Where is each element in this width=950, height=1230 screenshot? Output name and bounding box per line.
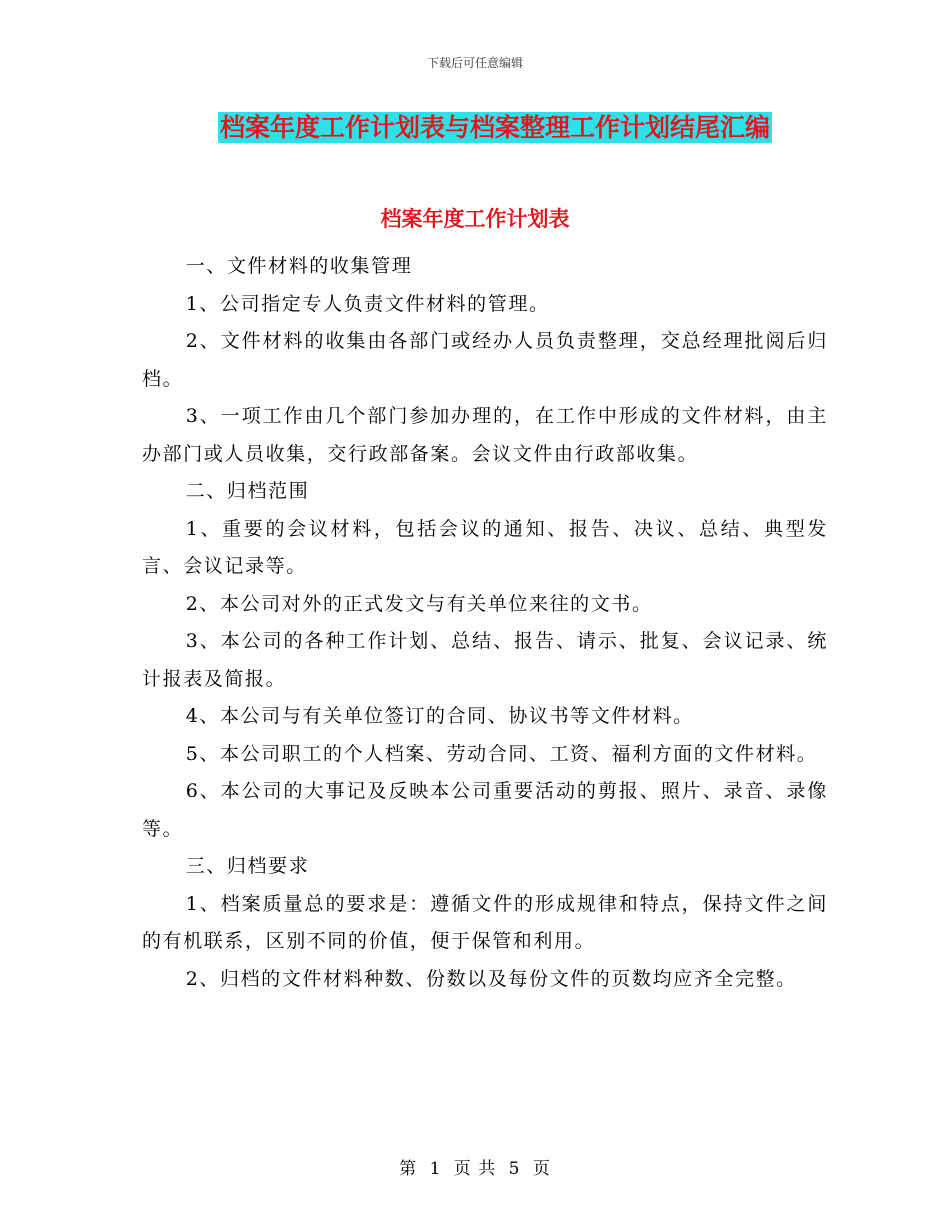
paragraph: 2、本公司对外的正式发文与有关单位来往的文书。 (185, 592, 653, 615)
footer-page-number: 1 (429, 1159, 442, 1179)
footer-prefix: 第 (399, 1159, 418, 1179)
paragraph: 3、本公司的各种工作计划、总结、报告、请示、批复、会议记录、统计报表及简报。 (142, 630, 828, 690)
paragraph: 三、归档要求 (185, 855, 310, 877)
paragraph: 3、一项工作由几个部门参加办理的，在工作中形成的文件材料，由主办部门或人员收集，交行政部备案。会议文件由行政部收集。 (142, 405, 828, 465)
main-title: 档案年度工作计划表与档案整理工作计划结尾汇编 (219, 113, 770, 142)
paragraph: 6、本公司的大事记及反映本公司重要活动的剪报、照片、录音、录像等。 (142, 780, 828, 840)
header-note: 下载后可任意编辑 (426, 56, 523, 70)
paragraph: 1、档案质量总的要求是：遵循文件的形成规律和特点，保持文件之间的有机联系，区别不同的价值，便于保管和利用。 (142, 892, 828, 952)
page-footer (0, 1154, 950, 1179)
paragraph: 一、文件材料的收集管理 (185, 255, 413, 277)
footer-total-pages: 5 (508, 1159, 521, 1179)
footer-suffix: 页 (532, 1159, 551, 1179)
main-title-container (0, 112, 950, 143)
paragraph: 1、重要的会议材料，包括会议的通知、报告、决议、总结、典型发言、会议记录等。 (142, 517, 828, 577)
paragraph: 5、本公司职工的个人档案、劳动合同、工资、福利方面的文件材料。 (185, 742, 818, 765)
paragraph: 二、归档范围 (185, 480, 310, 502)
paragraph: 4、本公司与有关单位签订的合同、协议书等文件材料。 (185, 705, 694, 727)
footer-middle: 页 共 (453, 1159, 497, 1179)
paragraph: 2、文件材料的收集由各部门或经办人员负责整理，交总经理批阅后归档。 (142, 330, 828, 390)
document-body (142, 248, 828, 998)
paragraph: 1、公司指定专人负责文件材料的管理。 (185, 292, 550, 315)
section-title: 档案年度工作计划表 (380, 207, 570, 231)
paragraph: 2、归档的文件材料种数、份数以及每份文件的页数均应齐全完整。 (185, 967, 797, 990)
